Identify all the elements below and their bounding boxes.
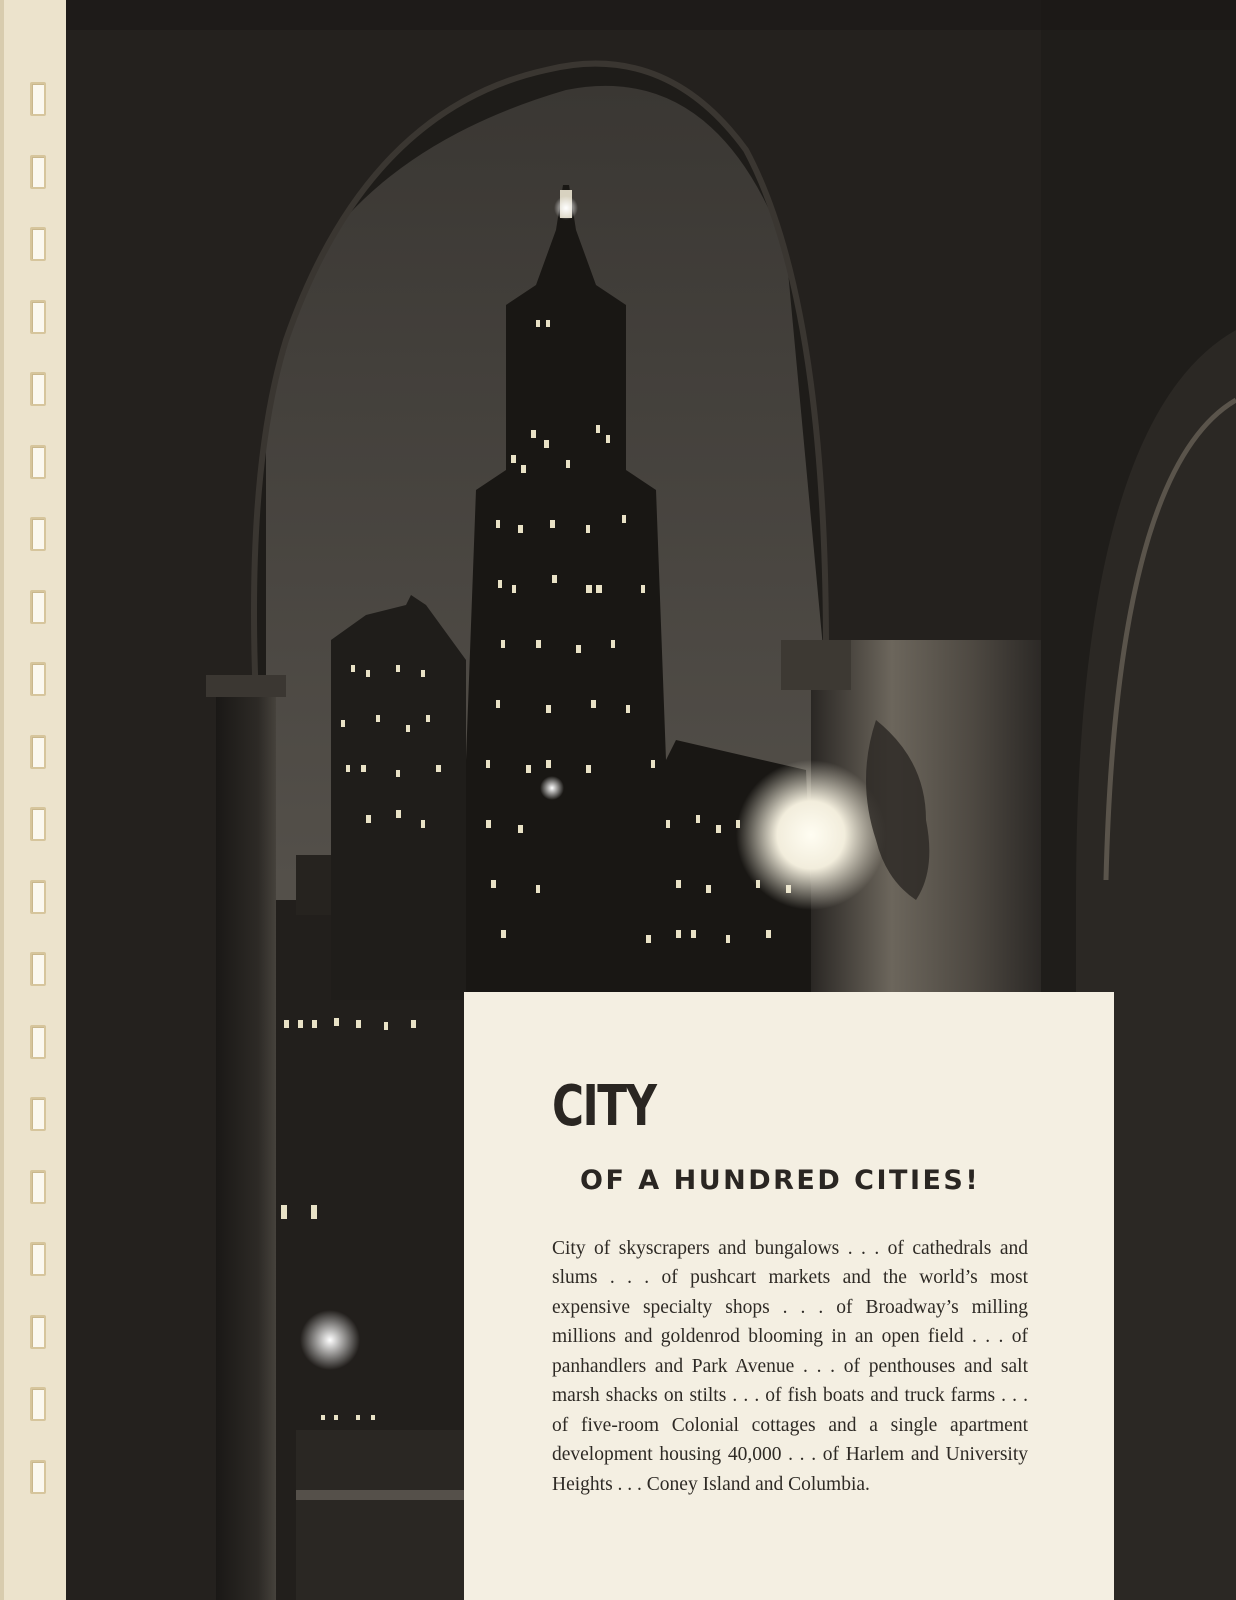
binding-strip <box>0 0 66 1600</box>
binding-slot <box>30 1097 46 1131</box>
caption-card <box>464 992 1114 1600</box>
binding-slot <box>30 807 46 841</box>
binding-slot <box>30 82 46 116</box>
binding-slot <box>30 1242 46 1276</box>
binding-slot <box>30 227 46 261</box>
headline: CITY <box>552 1074 656 1139</box>
binding-slot <box>30 1170 46 1204</box>
binding-slot <box>30 445 46 479</box>
binding-slot <box>30 155 46 189</box>
binding-slot <box>30 517 46 551</box>
binding-slot <box>30 662 46 696</box>
subheadline: OF A HUNDRED CITIES! <box>580 1165 981 1196</box>
binding-slot <box>30 590 46 624</box>
binding-slot <box>30 735 46 769</box>
binding-slot <box>30 300 46 334</box>
binding-slot <box>30 372 46 406</box>
binding-edge <box>0 0 4 1600</box>
binding-slot <box>30 1387 46 1421</box>
binding-slot <box>30 880 46 914</box>
binding-slot <box>30 1315 46 1349</box>
binding-slot <box>30 1460 46 1494</box>
caption-body: City of skyscrapers and bungalows . . . of cathedrals and slums . . . of pushcart markets and the world’s most expensive specialty shops . . . of Broadway’s milling millions and goldenrod blooming in an open field . . . of panhandlers and Park Avenue . . . of penthouses and salt marsh shacks on stilts . . . of fish boats and truck farms . . . of five-room Colonial cottages and a single apartment development housing 40,000 . . . of Harlem and University Heights . . . Coney Island and Columbia. <box>552 1237 1028 1495</box>
binding-slot <box>30 1025 46 1059</box>
binding-slot <box>30 952 46 986</box>
